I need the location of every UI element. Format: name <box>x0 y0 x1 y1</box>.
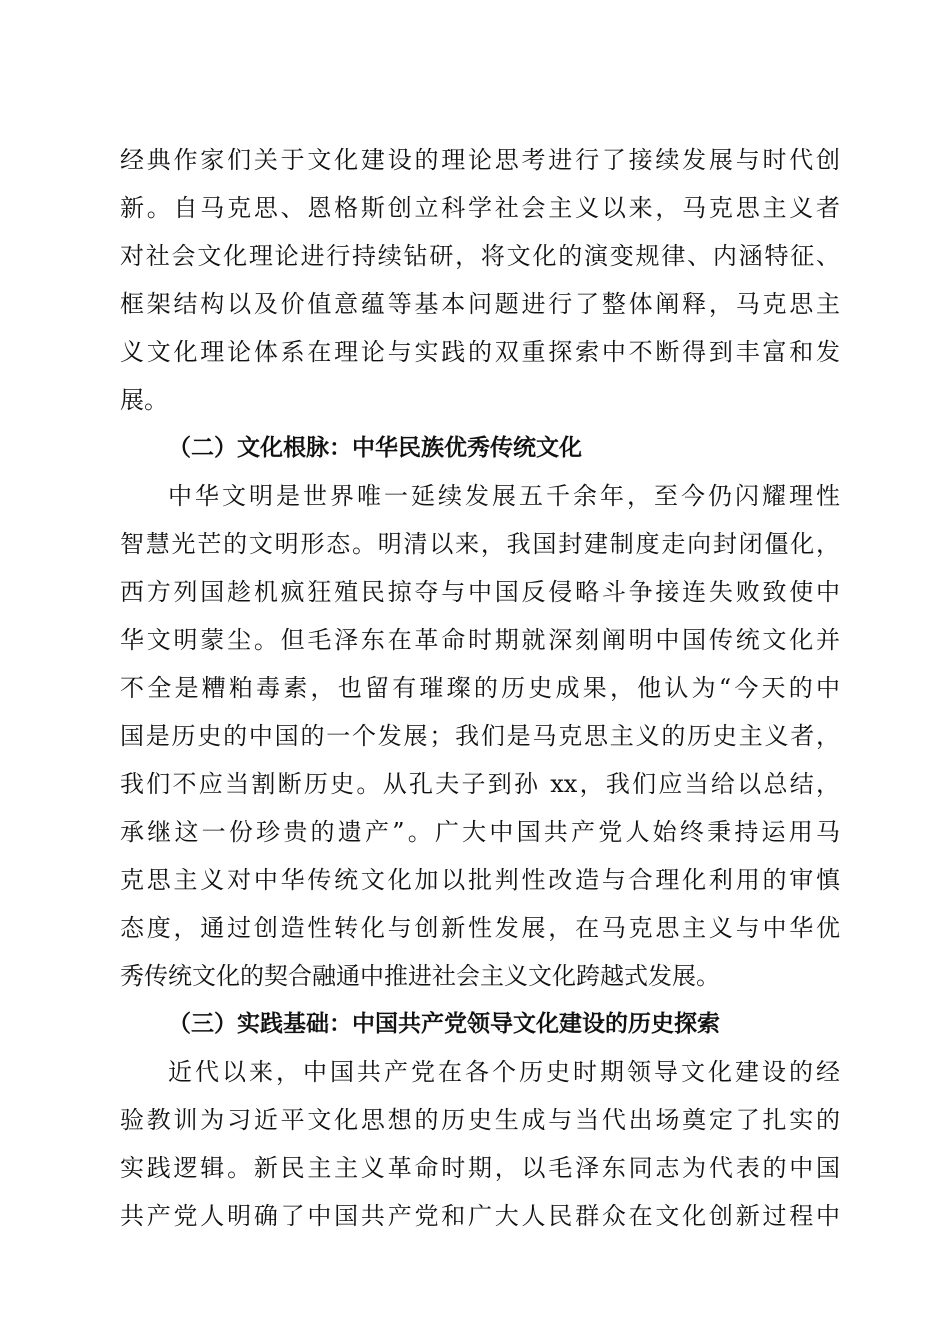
body-line: 义文化理论体系在理论与实践的双重探索中不断得到丰富和发 <box>120 338 840 366</box>
body-line: 共产党人明确了中国共产党和广大人民群众在文化创新过程中 <box>120 1202 840 1230</box>
body-line: 新。自马克思、恩格斯创立科学社会主义以来，马克思主义者 <box>120 194 840 222</box>
section-heading-2: （二）文化根脉：中华民族优秀传统文化 <box>168 435 582 461</box>
body-line: 框架结构以及价值意蕴等基本问题进行了整体阐释，马克思主 <box>120 290 840 318</box>
body-line: 展。 <box>120 386 168 414</box>
body-line: 秀传统文化的契合融通中推进社会主义文化跨越式发展。 <box>120 962 720 990</box>
body-line: 经典作家们关于文化建设的理论思考进行了接续发展与时代创 <box>120 146 840 174</box>
body-line: 态度，通过创造性转化与创新性发展，在马克思主义与中华优 <box>120 914 840 942</box>
body-line: 智慧光芒的文明形态。明清以来，我国封建制度走向封闭僵化， <box>120 530 840 558</box>
paragraph-first-line: 中华文明是世界唯一延续发展五千余年，至今仍闪耀理性 <box>168 482 840 510</box>
body-line: 承继这一份珍贵的遗产”。广大中国共产党人始终秉持运用马 <box>120 818 840 846</box>
body-line: 实践逻辑。新民主主义革命时期，以毛泽东同志为代表的中国 <box>120 1154 840 1182</box>
body-line: 华文明蒙尘。但毛泽东在革命时期就深刻阐明中国传统文化并 <box>120 626 840 654</box>
paragraph-first-line: 近代以来，中国共产党在各个历史时期领导文化建设的经 <box>168 1058 840 1086</box>
body-line: 不全是糟粕毒素，也留有璀璨的历史成果，他认为“今天的中 <box>120 674 840 702</box>
body-line: 西方列国趁机疯狂殖民掠夺与中国反侵略斗争接连失败致使中 <box>120 578 840 606</box>
section-heading-3: （三）实践基础：中国共产党领导文化建设的历史探索 <box>168 1011 720 1037</box>
body-line: 我们不应当割断历史。从孔夫子到孙 xx，我们应当给以总结， <box>120 770 840 798</box>
body-line: 验教训为习近平文化思想的历史生成与当代出场奠定了扎实的 <box>120 1106 840 1134</box>
body-line: 国是历史的中国的一个发展；我们是马克思主义的历史主义者， <box>120 722 840 750</box>
body-line: 克思主义对中华传统文化加以批判性改造与合理化利用的审慎 <box>120 866 840 894</box>
body-line: 对社会文化理论进行持续钻研，将文化的演变规律、内涵特征、 <box>120 242 840 270</box>
